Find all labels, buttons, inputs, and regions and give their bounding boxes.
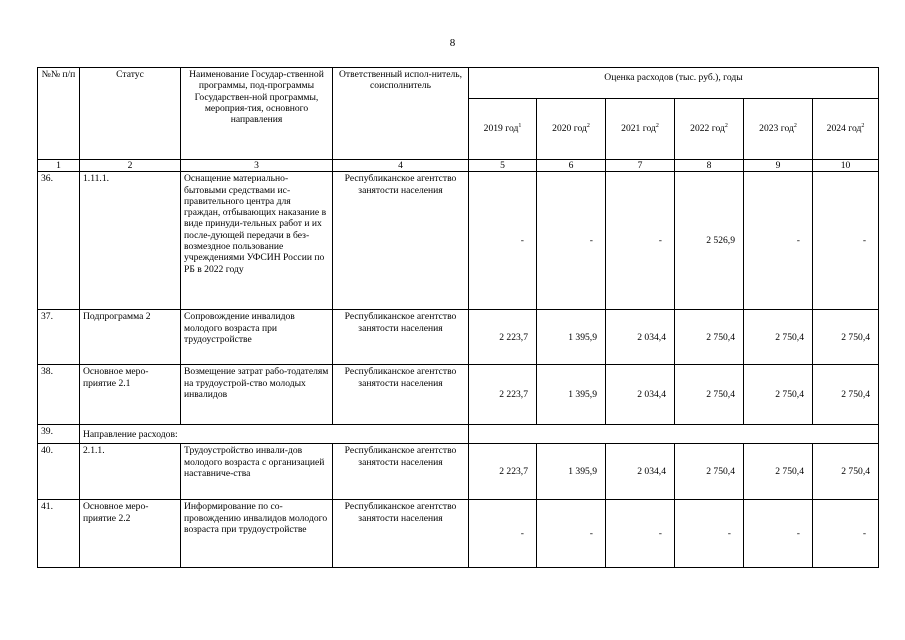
row-direction: Направление расходов: xyxy=(80,425,469,444)
row-number: 38. xyxy=(38,365,80,425)
header-row xyxy=(38,68,879,99)
table-row xyxy=(38,365,879,425)
page-number: 8 xyxy=(449,37,456,49)
row-value: 2 750,4 xyxy=(744,365,813,425)
header-year: 2019 год$^1$ xyxy=(469,99,537,160)
row-value: 2 750,4 xyxy=(744,444,813,500)
row-value: - xyxy=(606,500,675,568)
column-number: 4 xyxy=(333,160,469,172)
row-empty xyxy=(469,425,879,444)
row-executor: Республиканское агентство занятости населения xyxy=(333,172,469,310)
row-executor: Республиканское агентство занятости населения xyxy=(333,444,469,500)
column-number-row xyxy=(38,160,879,172)
row-value: 1 395,9 xyxy=(537,365,606,425)
row-value: 2 750,4 xyxy=(813,365,879,425)
column-number: 1 xyxy=(38,160,80,172)
table-row xyxy=(38,172,879,310)
row-name: Оснащение материально-бытовыми средствами ис-правительного центра для граждан, отбывающих наказание в виде принуди-тельных работ и их после-дующей передачи в без-возмездное пользование учреждениями УФСИН России по РБ в 2022 году xyxy=(181,172,333,310)
row-status: Основное меро-приятие 2.2 xyxy=(80,500,181,568)
row-value: 2 034,4 xyxy=(606,444,675,500)
row-executor: Республиканское агентство занятости населения xyxy=(333,310,469,365)
row-value: 2 034,4 xyxy=(606,310,675,365)
header-num: №№ п/п xyxy=(38,68,80,160)
row-value: - xyxy=(537,500,606,568)
row-executor: Республиканское агентство занятости населения xyxy=(333,365,469,425)
column-number: 2 xyxy=(80,160,181,172)
row-value: 1 395,9 xyxy=(537,310,606,365)
row-name: Информирование по со-провождению инвалидов молодого возраста при трудоустройстве xyxy=(181,500,333,568)
row-value: - xyxy=(469,500,537,568)
row-value: - xyxy=(813,500,879,568)
row-status: 1.11.1. xyxy=(80,172,181,310)
row-value: - xyxy=(744,172,813,310)
row-executor: Республиканское агентство занятости населения xyxy=(333,500,469,568)
row-value: 2 223,7 xyxy=(469,310,537,365)
column-number: 7 xyxy=(606,160,675,172)
column-number: 8 xyxy=(675,160,744,172)
row-value: 2 750,4 xyxy=(675,310,744,365)
table-row xyxy=(38,425,879,444)
row-status: 2.1.1. xyxy=(80,444,181,500)
row-number: 37. xyxy=(38,310,80,365)
column-number: 10 xyxy=(813,160,879,172)
row-value: 2 223,7 xyxy=(469,444,537,500)
header-year: 2022 год$^2$ xyxy=(675,99,744,160)
header-status: Статус xyxy=(80,68,181,160)
row-value: 1 395,9 xyxy=(537,444,606,500)
header-executor: Ответственный испол-нитель, соисполнитель xyxy=(333,68,469,160)
header-year: 2023 год$^2$ xyxy=(744,99,813,160)
row-number: 39. xyxy=(38,425,80,444)
row-number: 36. xyxy=(38,172,80,310)
row-value: 2 034,4 xyxy=(606,365,675,425)
header-estimate: Оценка расходов (тыс. руб.), годы xyxy=(469,68,879,99)
table-row xyxy=(38,310,879,365)
row-value: 2 750,4 xyxy=(744,310,813,365)
row-status: Основное меро-приятие 2.1 xyxy=(80,365,181,425)
table-row xyxy=(38,500,879,568)
header-year: 2020 год$^2$ xyxy=(537,99,606,160)
row-value: - xyxy=(537,172,606,310)
row-name: Возмещение затрат рабо-тодателям на трудоустрой-ство молодых инвалидов xyxy=(181,365,333,425)
table-row xyxy=(38,444,879,500)
column-number: 6 xyxy=(537,160,606,172)
row-value: - xyxy=(469,172,537,310)
header-year: 2024 год$^2$ xyxy=(813,99,879,160)
column-number: 3 xyxy=(181,160,333,172)
row-value: 2 750,4 xyxy=(675,365,744,425)
row-value: 2 526,9 xyxy=(675,172,744,310)
row-name: Сопровождение инвалидов молодого возраста при трудоустройстве xyxy=(181,310,333,365)
row-value: - xyxy=(606,172,675,310)
row-value: - xyxy=(675,500,744,568)
column-number: 9 xyxy=(744,160,813,172)
row-value: 2 750,4 xyxy=(813,310,879,365)
row-value: - xyxy=(744,500,813,568)
header-year: 2021 год$^2$ xyxy=(606,99,675,160)
row-number: 40. xyxy=(38,444,80,500)
expenses-table xyxy=(37,67,879,568)
header-name: Наименование Государ-ственной программы, под-программы Государствен-ной программы, мероприя-тия, основного направления xyxy=(181,68,333,160)
row-value: 2 750,4 xyxy=(675,444,744,500)
column-number: 5 xyxy=(469,160,537,172)
row-status: Подпрограмма 2 xyxy=(80,310,181,365)
row-value: 2 750,4 xyxy=(813,444,879,500)
row-number: 41. xyxy=(38,500,80,568)
row-value: 2 223,7 xyxy=(469,365,537,425)
row-value: - xyxy=(813,172,879,310)
row-name: Трудоустройство инвали-дов молодого возраста с организацией наставниче-ства xyxy=(181,444,333,500)
